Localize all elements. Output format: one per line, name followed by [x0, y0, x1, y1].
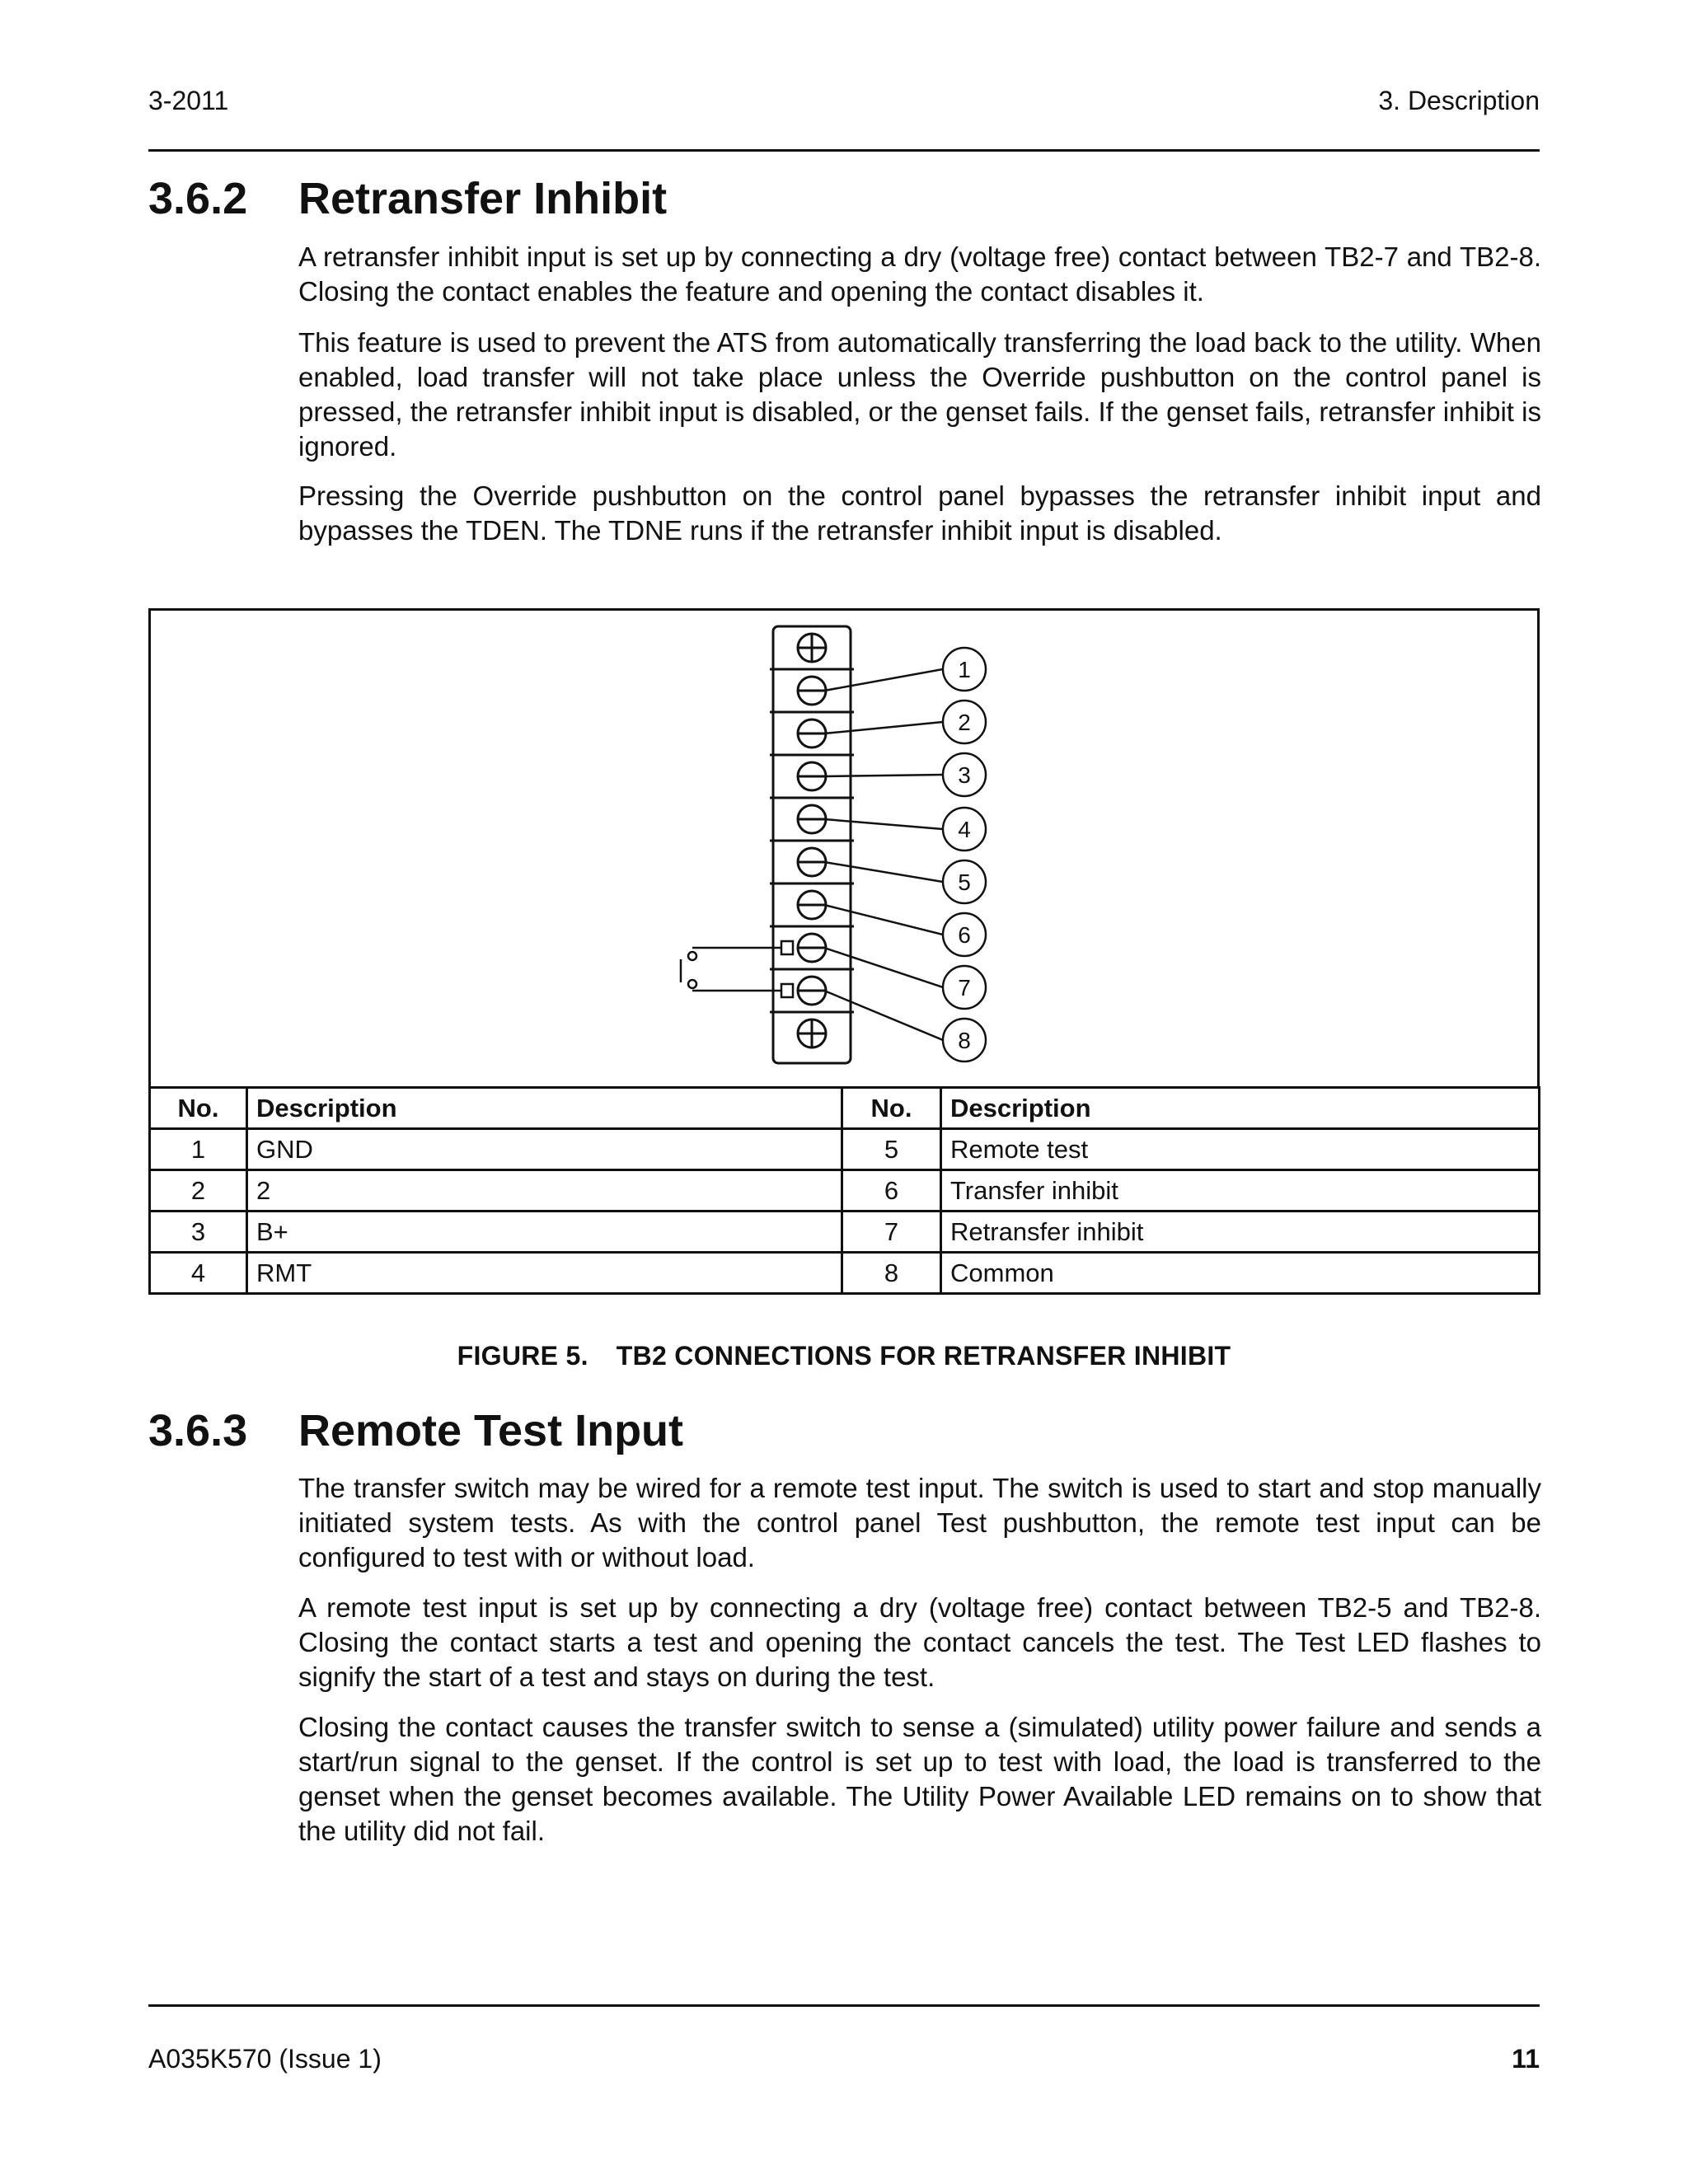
terminal-number: 4 [150, 1253, 247, 1294]
callout-label: 7 [958, 975, 971, 1001]
terminal-number: 7 [842, 1212, 941, 1253]
terminal-number: 6 [842, 1170, 941, 1212]
section-number: 3.6.2 [148, 174, 248, 223]
terminal-description: Retransfer inhibit [941, 1212, 1540, 1253]
paragraph: A remote test input is set up by connecting a dry (voltage free) contact between TB2-5 and TB2-8. Closing the contact starts a test and opening the contact cancels the test. The Test LED flashes to signify the start of a test and stays on during the test. [298, 1592, 1541, 1692]
callout-leaders [824, 669, 943, 1040]
figure-caption-title: TB2 CONNECTIONS FOR RETRANSFER INHIBIT [616, 1341, 1231, 1371]
terminal-description: RMT [247, 1253, 842, 1294]
screw-icon [798, 719, 826, 748]
terminal-number: 1 [150, 1129, 247, 1170]
screw-icon [798, 934, 826, 962]
screw-icon [798, 977, 826, 1005]
screw-icon [798, 677, 826, 705]
section-title: Retransfer Inhibit [298, 174, 668, 223]
section-heading-remote-test-input [148, 1405, 683, 1456]
page-number: 11 [1512, 2044, 1540, 2074]
paragraph: A retransfer inhibit input is set up by connecting a dry (voltage free) contact between TB2-7 and TB2-8. Closing the contact enables the feature and opening the contact disables it. [298, 241, 1541, 307]
terminal-number: 8 [842, 1253, 941, 1294]
terminal-number: 2 [150, 1170, 247, 1212]
footer-document-id: A035K570 (Issue 1) [148, 2044, 382, 2074]
section-number: 3.6.3 [148, 1406, 248, 1455]
terminal-description: 2 [247, 1170, 842, 1212]
column-header-no: No. [150, 1088, 247, 1129]
screw-icon [798, 891, 826, 919]
column-header-no: No. [842, 1088, 941, 1129]
callout-label: 5 [958, 869, 971, 895]
section-title: Remote Test Input [298, 1406, 684, 1455]
paragraph: This feature is used to prevent the ATS from automatically transferring the load back to the utility. When enabled, load transfer will not take place unless the Override pushbutton on the control panel is pressed, the retransfer inhibit input is disabled, or the genset fails. If the genset fails, retransfer inhibit is ignored. [298, 327, 1541, 462]
table-row [150, 1129, 1540, 1170]
callout-label: 6 [958, 922, 971, 948]
figure-caption [0, 1341, 1688, 1371]
callout-label: 1 [958, 657, 971, 682]
table-row [150, 1212, 1540, 1253]
callout-label: 2 [958, 710, 971, 735]
paragraph: The transfer switch may be wired for a remote test input. The switch is used to start and stop manually initiated system tests. As with the control panel Test pushbutton, the remote test input can be configured to test with or without load. [298, 1473, 1541, 1572]
terminal-number: 3 [150, 1212, 247, 1253]
callout-label: 8 [958, 1028, 971, 1053]
terminal-description: Remote test [941, 1129, 1540, 1170]
footer-rule [148, 2004, 1540, 2007]
screw-icon [798, 762, 826, 790]
terminal-description: GND [247, 1129, 842, 1170]
figure-caption-label: FIGURE 5. [457, 1341, 588, 1371]
table-row [150, 1170, 1540, 1212]
screw-bottom-icon [798, 1019, 826, 1047]
callout-label: 3 [958, 762, 971, 788]
callout-label: 4 [958, 817, 971, 842]
screw-top-icon [798, 634, 826, 662]
table-header-row [150, 1088, 1540, 1129]
paragraph: Closing the contact causes the transfer switch to sense a (simulated) utility power failure and sends a start/run signal to the genset. If the control is set up to test with load, the load is transferred to the genset when the genset becomes available. The Utility Power Available LED remains on to show that the utility did not fail. [298, 1712, 1541, 1846]
header-chapter: 3. Description [1378, 86, 1540, 115]
header-date: 3-2011 [148, 86, 229, 115]
terminal-description-table [148, 1086, 1540, 1295]
paragraph: Pressing the Override pushbutton on the control panel bypasses the retransfer inhibit input and bypasses the TDEN. The TDNE runs if the retransfer inhibit input is disabled. [298, 480, 1541, 546]
table-row [150, 1253, 1540, 1294]
column-header-description: Description [941, 1088, 1540, 1129]
terminal-number: 5 [842, 1129, 941, 1170]
screw-icon [798, 805, 826, 833]
terminal-description: B+ [247, 1212, 842, 1253]
column-header-description: Description [247, 1088, 842, 1129]
terminal-description: Common [941, 1253, 1540, 1294]
terminal-description: Transfer inhibit [941, 1170, 1540, 1212]
screw-icon [798, 848, 826, 876]
